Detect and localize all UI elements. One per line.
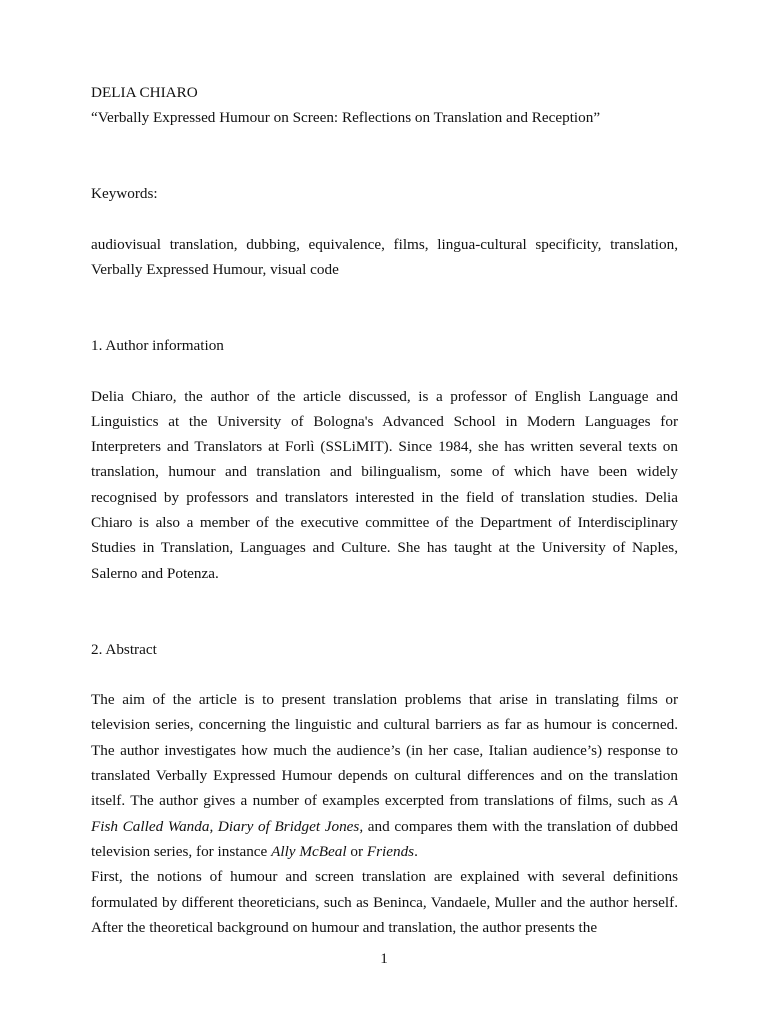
abstract-text: and compares them with the translation of dubbed television series, for instance	[91, 817, 678, 860]
author-name: DELIA CHIARO	[91, 84, 198, 101]
spacer	[91, 282, 678, 333]
page-number: 1	[380, 950, 388, 967]
spacer	[91, 131, 678, 182]
article-title: “Verbally Expressed Humour on Screen: Reflections on Translation and Reception”	[91, 109, 601, 127]
spacer	[91, 586, 678, 637]
abstract-text: .	[414, 842, 418, 860]
spacer	[91, 206, 678, 231]
spacer	[91, 358, 678, 383]
abstract-paragraph-1	[91, 687, 678, 864]
series-title-friends: Friends	[366, 842, 415, 860]
document-page	[91, 80, 678, 940]
abstract-paragraph-2: First, the notions of humour and screen translation are explained with several definitions formulated by different theoreticians, such as Beninca, Vandaele, Muller and the author herself. After the theoretical background on humour and translation, the author presents the	[91, 868, 678, 936]
abstract-text: or	[346, 842, 367, 860]
abstract-heading: 2. Abstract	[91, 640, 157, 658]
author-info-heading: 1. Author information	[91, 336, 224, 354]
abstract-text: The aim of the article is to present translation problems that arise in translating films or television series, concerning the linguistic and cultural barriers as far as humour is concerned. The author investigates how much the audience’s (in her case, Italian audience’s) response to translated Verbally Expressed Humour depends on cultural differences and on the translation itself. The author gives a number of examples excerpted from translations of films, such as	[91, 691, 678, 810]
series-title-ally-mcbeal: Ally McBeal	[271, 842, 347, 860]
film-titles: A Fish Called Wanda, Diary of Bridget Jones,	[91, 792, 678, 835]
keywords-heading: Keywords:	[91, 185, 158, 203]
author-info-paragraph: Delia Chiaro, the author of the article discussed, is a professor of English Language and Linguistics at the University of Bologna's Advanced School in Modern Languages for Interpreters and Translators at Forlì (SSLiMIT). Since 1984, she has written several texts on translation, humour and translation and bilingualism, some of which have been widely recognised by professors and translators interested in the field of translation studies. Delia Chiaro is also a member of the executive committee of the Department of Interdisciplinary Studies in Translation, Languages and Culture. She has taught at the University of Naples, Salerno and Potenza.	[91, 387, 678, 582]
spacer	[91, 662, 678, 687]
keywords-text: audiovisual translation, dubbing, equivalence, films, lingua-cultural specificity, translation, Verbally Expressed Humour, visual code	[91, 235, 678, 279]
